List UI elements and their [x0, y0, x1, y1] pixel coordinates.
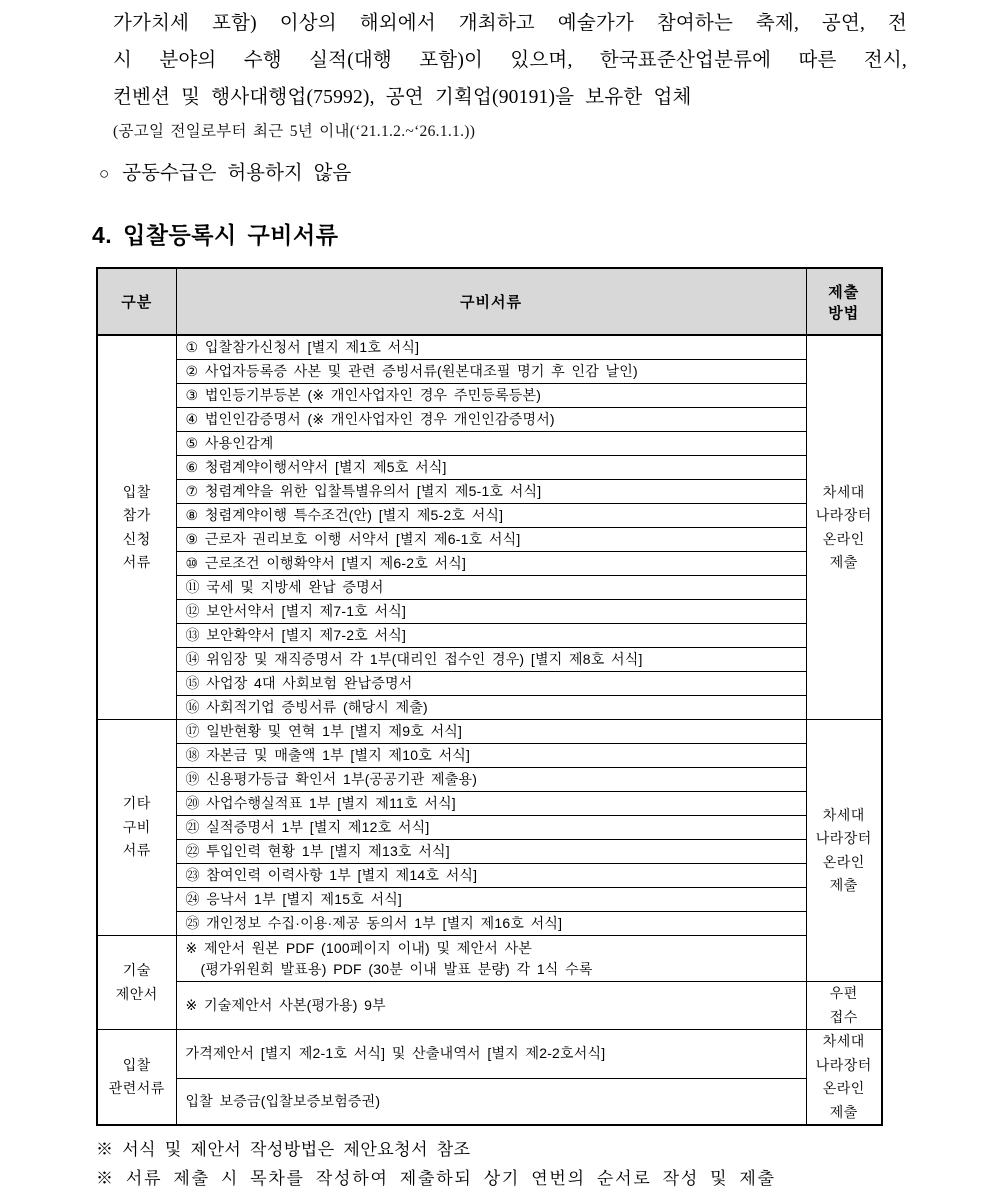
table-row [97, 335, 882, 360]
document-item-cell [176, 552, 806, 576]
table-row [97, 432, 882, 456]
cell-line: ⑲ 신용평가등급 확인서 1부(공공기관 제출용) [185, 771, 478, 787]
header-line: 방법 [828, 304, 860, 322]
document-item-cell [176, 720, 806, 744]
category-cell [97, 720, 176, 936]
cell-line: 제출 [829, 554, 858, 570]
document-item-cell [176, 408, 806, 432]
paragraph-line: 시 분야의 수행 실적(대행 포함)이 있으며, 한국표준산업분류에 따른 전시, [113, 50, 907, 71]
date-range-note: (공고일 전일로부터 최근 5년 이내(‘21.1.2.~‘26.1.1.)) [113, 123, 476, 140]
cell-line: ⑮ 사업장 4대 사회보험 완납증명서 [185, 675, 413, 691]
category-cell [97, 335, 176, 720]
table-row [97, 840, 882, 864]
document-item-cell [176, 456, 806, 480]
table-row [97, 624, 882, 648]
document-item-cell [176, 624, 806, 648]
document-item-cell [176, 982, 806, 1030]
cell-line: ⑭ 위임장 및 재직증명서 각 1부(대리인 접수인 경우) [별지 제8호 서식] [185, 651, 643, 667]
cell-line: 온라인 [822, 853, 865, 870]
document-item-cell [176, 840, 806, 864]
cell-line: 입찰 [122, 1056, 151, 1073]
cell-line: ③ 법인등기부등본 (※ 개인사업자인 경우 주민등록등본) [185, 387, 542, 403]
cell-line: ※ 기술제안서 사본(평가용) 9부 [185, 997, 386, 1013]
document-item-cell [176, 816, 806, 840]
document-item-cell [176, 600, 806, 624]
cell-line: 차세대 [822, 1033, 865, 1049]
cell-line: ㉕ 개인정보 수집·이용·제공 동의서 1부 [별지 제16호 서식] [185, 915, 563, 931]
cell-line: ⑫ 보안서약서 [별지 제7-1호 서식] [185, 603, 407, 619]
cell-line: 서류 [122, 842, 151, 859]
cell-line: 기타 [122, 795, 151, 812]
table-row [97, 720, 882, 744]
document-item-cell [176, 384, 806, 408]
cell-line: 제안서 [115, 985, 158, 1002]
cell-line: 온라인 [822, 1080, 865, 1096]
cell-line: 구비 [122, 818, 151, 835]
table-row [97, 912, 882, 936]
cell-line: 나라장터 [815, 1056, 872, 1073]
document-item-cell [176, 1030, 806, 1079]
document-item-cell [176, 672, 806, 696]
table-row [97, 480, 882, 504]
document-item-cell [176, 648, 806, 672]
table-row [97, 576, 882, 600]
table-row [97, 552, 882, 576]
table-row [97, 816, 882, 840]
cell-line: 차세대 [822, 483, 865, 500]
table-row [97, 792, 882, 816]
document-item-cell [176, 888, 806, 912]
cell-line: 참가 [122, 507, 151, 523]
table-row [97, 408, 882, 432]
cell-line: ⑬ 보안확약서 [별지 제7-2호 서식] [185, 627, 407, 643]
cell-line: ⑦ 청렴계약을 위한 입찰특별유의서 [별지 제5-1호 서식] [185, 483, 542, 499]
footnote: ※ 서식 및 제안서 작성방법은 제안요청서 참조 [96, 1140, 471, 1159]
document-item-cell [176, 480, 806, 504]
intro-paragraph [113, 5, 907, 116]
table-row [97, 672, 882, 696]
cell-line: 제출 [829, 877, 858, 893]
submission-method-cell [806, 1030, 882, 1126]
cell-line: ㉓ 참여인력 이력사항 1부 [별지 제14호 서식] [185, 867, 478, 883]
cell-line: ⑳ 사업수행실적표 1부 [별지 제11호 서식] [185, 795, 456, 811]
section-heading: 4. 입찰등록시 구비서류 [92, 222, 339, 248]
cell-line: 나라장터 [815, 830, 872, 846]
cell-line: ⑥ 청렴계약이행서약서 [별지 제5호 서식] [185, 459, 447, 475]
requirements-table [96, 267, 883, 1126]
table-row [97, 936, 882, 982]
cell-line: (평가위원회 발표용) PDF (30분 이내 발표 분량) 각 1식 수록 [200, 960, 593, 977]
cell-line: 접수 [829, 1008, 858, 1025]
bullet-item [99, 158, 992, 190]
footnote: ※ 서류 제출 시 목차를 작성하여 제출하되 상기 연번의 순서로 작성 및 제출 [96, 1169, 776, 1188]
document-item-cell [176, 768, 806, 792]
table-row [97, 744, 882, 768]
cell-line: 가격제안서 [별지 제2-1호 서식] 및 산출내역서 [별지 제2-2호서식] [185, 1045, 606, 1062]
table-row [97, 504, 882, 528]
table-row [97, 384, 882, 408]
cell-line: 서류 [122, 554, 151, 570]
document-item-cell [176, 1078, 806, 1125]
cell-line: ㉔ 응낙서 1부 [별지 제15호 서식] [185, 891, 403, 907]
cell-line: ② 사업자등록증 사본 및 관련 증빙서류(원본대조필 명기 후 인감 날인) [185, 363, 638, 379]
cell-line: ⑨ 근로자 권리보호 이행 서약서 [별지 제6-1호 서식] [185, 531, 521, 547]
submission-method-cell [806, 720, 882, 982]
header-documents: 구비서류 [176, 268, 806, 335]
table-row [97, 360, 882, 384]
document-item-cell [176, 912, 806, 936]
cell-line: 온라인 [822, 530, 865, 547]
cell-line: ㉑ 실적증명서 1부 [별지 제12호 서식] [185, 819, 430, 835]
cell-line: ※ 제안서 원본 PDF (100페이지 이내) 및 제안서 사본 [185, 939, 533, 956]
cell-line: ⑧ 청렴계약이행 특수조건(안) [별지 제5-2호 서식] [185, 507, 504, 523]
document-item-cell [176, 792, 806, 816]
category-cell [97, 1030, 176, 1126]
cell-line: 우편 [829, 985, 858, 1001]
circle-bullet-icon: ○ [99, 164, 110, 183]
table-row [97, 600, 882, 624]
table-row [97, 696, 882, 720]
cell-line: ㉒ 투입인력 현황 1부 [별지 제13호 서식] [185, 843, 450, 859]
cell-line: ⑪ 국세 및 지방세 완납 증명서 [185, 579, 384, 595]
table-row [97, 528, 882, 552]
cell-line: ⑰ 일반현황 및 연혁 1부 [별지 제9호 서식] [185, 723, 463, 739]
document-item-cell [176, 864, 806, 888]
submission-method-cell [806, 982, 882, 1030]
table-row [97, 1078, 882, 1125]
document-item-cell [176, 744, 806, 768]
table-body [97, 335, 882, 1125]
document-item-cell [176, 936, 806, 982]
cell-line: ⑱ 자본금 및 매출액 1부 [별지 제10호 서식] [185, 747, 471, 763]
paragraph-line: 가가치세 포함) 이상의 해외에서 개최하고 예술가가 참여하는 축제, 공연, 전 [113, 13, 907, 34]
document-page [0, 5, 992, 1188]
cell-line: ⑩ 근로조건 이행확약서 [별지 제6-2호 서식] [185, 555, 467, 571]
document-item-cell [176, 696, 806, 720]
table-row [97, 1030, 882, 1079]
document-item-cell [176, 576, 806, 600]
cell-line: ④ 법인인감증명서 (※ 개인사업자인 경우 개인인감증명서) [185, 411, 555, 427]
cell-line: ⑯ 사회적기업 증빙서류 (해당시 제출) [185, 699, 428, 715]
bullet-text: 공동수급은 허용하지 않음 [122, 163, 352, 184]
category-cell [97, 936, 176, 1030]
table-row [97, 982, 882, 1030]
cell-line: ⑤ 사용인감계 [185, 435, 274, 451]
table-row [97, 648, 882, 672]
table-header-row [97, 268, 882, 335]
cell-line: ① 입찰참가신청서 [별지 제1호 서식] [185, 339, 420, 355]
paragraph-line: 컨벤션 및 행사대행업(75992), 공연 기획업(90191)을 보유한 업체 [113, 87, 692, 108]
header-submission-method [806, 268, 882, 335]
table-row [97, 888, 882, 912]
document-item-cell [176, 504, 806, 528]
cell-line: 입찰 [122, 483, 151, 500]
document-item-cell [176, 335, 806, 360]
table-row [97, 864, 882, 888]
document-item-cell [176, 432, 806, 456]
cell-line: 차세대 [822, 806, 865, 823]
cell-line: 관련서류 [108, 1080, 165, 1096]
header-category: 구분 [97, 268, 176, 335]
cell-line: 제출 [829, 1103, 858, 1120]
header-line: 제출 [828, 283, 860, 301]
cell-line: 나라장터 [815, 507, 872, 523]
cell-line: 입찰 보증금(입찰보증보험증권) [185, 1092, 381, 1109]
cell-line: 신청 [122, 530, 151, 547]
cell-line: 기술 [122, 962, 151, 978]
table-row [97, 456, 882, 480]
document-item-cell [176, 528, 806, 552]
document-item-cell [176, 360, 806, 384]
table-row [97, 768, 882, 792]
submission-method-cell [806, 335, 882, 720]
